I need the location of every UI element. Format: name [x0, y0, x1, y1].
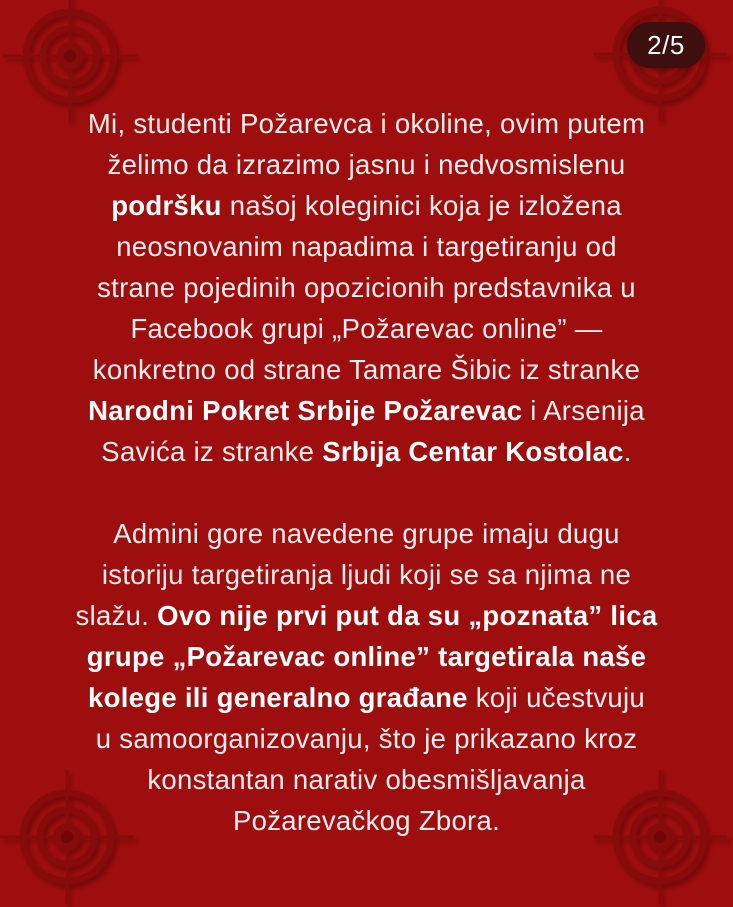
text-run-bold: grupe „Požarevac online” targetirala naše [86, 641, 647, 672]
text-run-bold: Ovo nije prvi put da su „poznata” lica [157, 600, 658, 631]
text-run: našoj koleginici koja je izložena [221, 190, 622, 221]
text-line [0, 144, 733, 185]
page-counter-badge [627, 22, 705, 68]
text-line [0, 226, 733, 267]
text-line [0, 595, 733, 636]
text-run: neosnovanim napadima i targetiranju od [116, 231, 617, 262]
text-run: konkretno od strane Tamare Šibic iz stranke [92, 354, 641, 385]
text-run: . [623, 436, 632, 467]
text-run: Savića iz stranke [101, 436, 323, 467]
text-line [0, 431, 733, 472]
text-run: Admini gore navedene grupe imaju dugu [113, 518, 620, 549]
page-counter-label: 2/5 [647, 30, 685, 60]
text-line [0, 103, 733, 144]
text-run: Mi, studenti Požarevca i okoline, ovim putem [87, 108, 646, 139]
text-line [0, 677, 733, 718]
text-line [0, 513, 733, 554]
text-run: želimo da izrazimo jasnu i nedvosmislenu [107, 149, 626, 180]
statement-paragraph-2 [0, 513, 733, 841]
text-run: istoriju targetiranja ljudi koji se sa njima ne [101, 559, 632, 590]
text-run: Facebook grupi „Požarevac online” — [130, 313, 603, 344]
text-line [0, 800, 733, 841]
text-line [0, 267, 733, 308]
text-run: koji učestvuju [467, 682, 645, 713]
text-run: strane pojedinih opozicionih predstavnika u [97, 272, 636, 303]
text-run-bold: Narodni Pokret Srbije Požarevac [88, 395, 523, 426]
text-run: i Arsenija [522, 395, 645, 426]
text-run: u samoorganizovanju, što je prikazano kroz [95, 723, 638, 754]
text-run-bold: Srbija Centar Kostolac [322, 436, 624, 467]
text-run-bold: kolege ili generalno građane [88, 682, 468, 713]
text-line [0, 759, 733, 800]
text-line [0, 554, 733, 595]
text-line [0, 349, 733, 390]
statement-text [0, 103, 733, 841]
text-line [0, 636, 733, 677]
text-run: slažu. [75, 600, 158, 631]
text-line [0, 718, 733, 759]
text-line [0, 185, 733, 226]
statement-paragraph-1 [0, 103, 733, 472]
text-run-bold: podršku [111, 190, 222, 221]
text-run: konstantan narativ obesmišljavanja [147, 764, 586, 795]
text-line [0, 308, 733, 349]
text-line [0, 390, 733, 431]
text-run: Požarevačkog Zbora. [232, 805, 501, 836]
